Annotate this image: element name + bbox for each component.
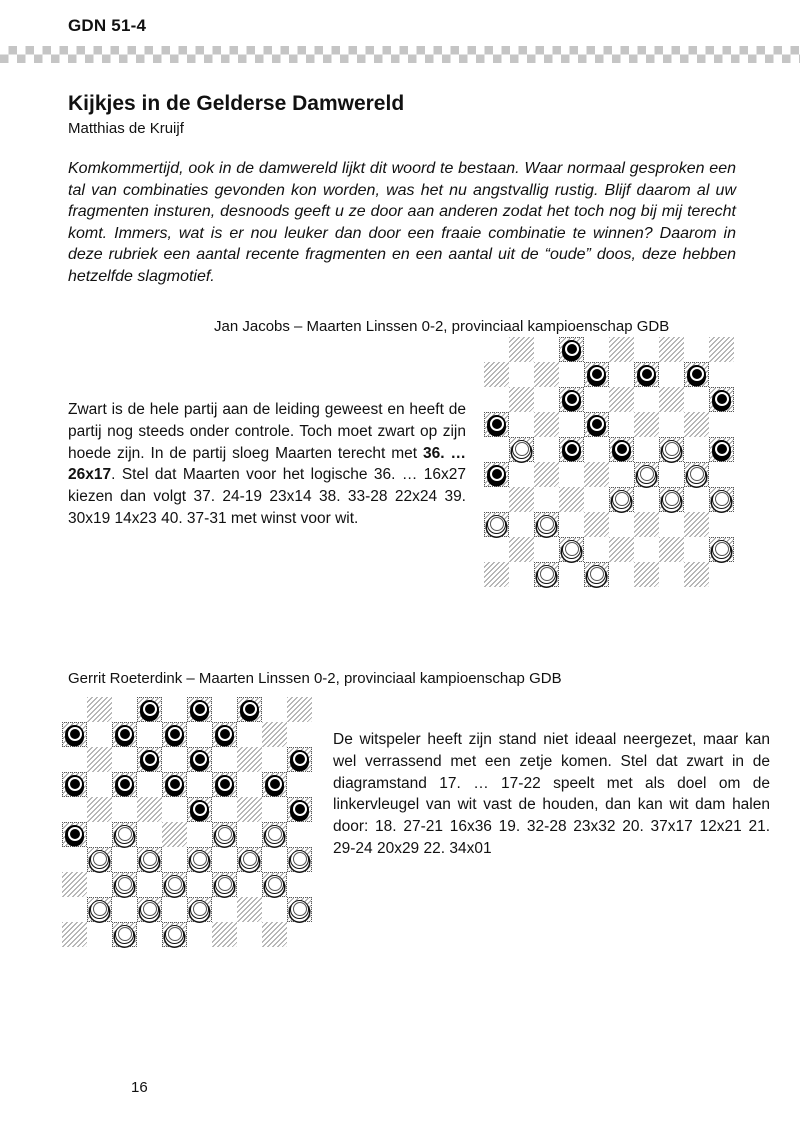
board-square	[62, 847, 87, 872]
board-square	[659, 462, 684, 487]
article-intro: Komkommertijd, ook in de damwereld lijkt dit woord te bestaan. Waar normaal gesproken een tal van combinaties gevonden kon worden, was het nu angstvallig rustig. Blijf daarom al uw fragmenten insturen, desnoods geeft u ze door aan anderen zodat het toch nog bij mij terecht komt. Immers, wat is er nou leuker dan door een fraaie combinatie te winnen? Daarom in deze rubriek een aantal recente fragmenten en een aantal uit de “oude” doos, deze hebben hetzelfde slagmotief.	[68, 160, 736, 285]
board-square	[287, 872, 312, 897]
white-piece	[587, 565, 606, 584]
board-square	[484, 337, 509, 362]
board-square	[509, 362, 534, 387]
white-piece	[612, 490, 631, 509]
board-square	[212, 797, 237, 822]
board-square	[709, 362, 734, 387]
board-square	[87, 797, 112, 822]
board-square	[162, 697, 187, 722]
white-piece	[115, 825, 134, 844]
board-square	[584, 562, 609, 587]
draughts-board-1	[484, 337, 734, 587]
board-square	[287, 722, 312, 747]
board-square	[684, 412, 709, 437]
board-square	[212, 822, 237, 847]
board-square	[137, 772, 162, 797]
board-square	[584, 362, 609, 387]
board-square	[162, 797, 187, 822]
board-square	[534, 337, 559, 362]
fragment2-text: De witspeler heeft zijn stand niet ideaal neergezet, maar kan wel verrassend met een zetje komen. Stel dat zwart in de diagramstand 17. … 17-22 speelt met als doel om de linkervleugel van wit vast de houden, dan kan wit dam halen door: 18. 27-21 16x36 19. 32-28 23x32 20. 37x17 12x21 21. 29-24 20x29 22. 34x01	[333, 731, 770, 857]
board-square	[237, 772, 262, 797]
board-square	[584, 337, 609, 362]
white-piece	[537, 515, 556, 534]
board-square	[559, 512, 584, 537]
board-square	[509, 387, 534, 412]
black-piece	[190, 800, 209, 819]
draughts-board-2	[62, 697, 312, 947]
board-square	[262, 697, 287, 722]
board-square	[112, 697, 137, 722]
board-square	[534, 487, 559, 512]
white-piece	[240, 850, 259, 869]
board-square	[212, 747, 237, 772]
page-header: GDN 51-4	[68, 16, 147, 35]
board-square	[87, 697, 112, 722]
board-square	[87, 847, 112, 872]
board-square	[187, 922, 212, 947]
board-square	[559, 462, 584, 487]
board-square	[212, 772, 237, 797]
board-square	[162, 872, 187, 897]
board-square	[237, 697, 262, 722]
board-square	[484, 412, 509, 437]
board-square	[87, 897, 112, 922]
white-piece	[562, 540, 581, 559]
white-piece	[90, 900, 109, 919]
white-piece	[687, 465, 706, 484]
board-square	[112, 772, 137, 797]
black-piece	[140, 750, 159, 769]
board-square	[212, 897, 237, 922]
board-square	[509, 512, 534, 537]
board-square	[187, 822, 212, 847]
board-square	[609, 337, 634, 362]
black-piece	[115, 775, 134, 794]
black-piece	[290, 750, 309, 769]
fragment2-caption: Gerrit Roeterdink – Maarten Linssen 0-2, provinciaal kampioenschap GDB	[68, 670, 562, 687]
board-square	[534, 537, 559, 562]
board-square	[287, 797, 312, 822]
black-piece	[65, 775, 84, 794]
board-square	[187, 697, 212, 722]
board-square	[137, 847, 162, 872]
board-square	[62, 747, 87, 772]
board-square	[137, 922, 162, 947]
board-square	[287, 847, 312, 872]
board-square	[559, 537, 584, 562]
white-piece	[215, 825, 234, 844]
board-square	[137, 872, 162, 897]
board-square	[237, 872, 262, 897]
board-square	[484, 437, 509, 462]
board-square	[634, 512, 659, 537]
white-piece	[165, 925, 184, 944]
board-square	[534, 362, 559, 387]
board-square	[584, 412, 609, 437]
board-square	[659, 412, 684, 437]
board-square	[659, 512, 684, 537]
board-square	[634, 462, 659, 487]
board-square	[237, 847, 262, 872]
board-square	[262, 747, 287, 772]
board-square	[684, 387, 709, 412]
board-square	[287, 747, 312, 772]
black-piece	[165, 725, 184, 744]
board-square	[559, 437, 584, 462]
board-square	[62, 697, 87, 722]
board-square	[62, 922, 87, 947]
board-square	[212, 872, 237, 897]
black-piece	[562, 440, 581, 459]
fragment1-text-start: Zwart is de hele partij aan de leiding geweest en heeft de partij nog steeds onder controle. Toch moet zwart op zijn hoede zijn. In de partij sloeg Maarten terecht met	[68, 401, 466, 462]
board-square	[659, 362, 684, 387]
board-square	[112, 747, 137, 772]
white-piece	[215, 875, 234, 894]
fragment1-bold-move: 36. … 26x17	[68, 444, 467, 484]
fragment1-text	[68, 399, 466, 530]
white-piece	[90, 850, 109, 869]
board-square	[534, 437, 559, 462]
board-square	[112, 797, 137, 822]
board-square	[559, 362, 584, 387]
board-square	[659, 487, 684, 512]
board-square	[684, 362, 709, 387]
white-piece	[537, 565, 556, 584]
board-square	[237, 922, 262, 947]
board-square	[609, 412, 634, 437]
board-square	[137, 822, 162, 847]
board-square	[709, 337, 734, 362]
board-square	[187, 747, 212, 772]
board-square	[484, 512, 509, 537]
board-square	[559, 387, 584, 412]
black-piece	[587, 415, 606, 434]
board-square	[262, 772, 287, 797]
black-piece	[65, 825, 84, 844]
board-square	[187, 722, 212, 747]
board-square	[509, 537, 534, 562]
board-square	[162, 847, 187, 872]
board-square	[509, 337, 534, 362]
board-square	[609, 512, 634, 537]
board-square	[162, 897, 187, 922]
black-piece	[215, 725, 234, 744]
board-square	[287, 897, 312, 922]
white-piece	[165, 875, 184, 894]
board-square	[137, 747, 162, 772]
board-square	[559, 487, 584, 512]
black-piece	[65, 725, 84, 744]
board-square	[112, 922, 137, 947]
board-square	[609, 387, 634, 412]
white-piece	[712, 490, 731, 509]
white-piece	[115, 875, 134, 894]
white-piece	[265, 825, 284, 844]
board-square	[112, 872, 137, 897]
board-square	[509, 487, 534, 512]
board-square	[559, 562, 584, 587]
black-piece	[712, 440, 731, 459]
fragment1-caption: Jan Jacobs – Maarten Linssen 0-2, provinciaal kampioenschap GDB	[214, 318, 670, 335]
board-square	[709, 512, 734, 537]
board-square	[584, 487, 609, 512]
black-piece	[190, 700, 209, 719]
white-piece	[140, 850, 159, 869]
board-square	[659, 562, 684, 587]
board-square	[62, 897, 87, 922]
board-square	[534, 512, 559, 537]
page-number: 16	[131, 1079, 148, 1096]
board-square	[212, 922, 237, 947]
board-square	[212, 847, 237, 872]
black-piece	[487, 415, 506, 434]
board-square	[484, 462, 509, 487]
board-square	[484, 562, 509, 587]
board-square	[262, 722, 287, 747]
board-square	[509, 437, 534, 462]
black-piece	[140, 700, 159, 719]
board-square	[262, 872, 287, 897]
board-square	[287, 822, 312, 847]
board-square	[87, 747, 112, 772]
black-piece	[637, 365, 656, 384]
article-author: Matthias de Kruijf	[68, 120, 184, 137]
board-square	[634, 387, 659, 412]
board-square	[684, 437, 709, 462]
board-square	[609, 462, 634, 487]
board-square	[287, 697, 312, 722]
checker-band-decoration	[0, 46, 800, 63]
white-piece	[662, 440, 681, 459]
board-square	[709, 387, 734, 412]
white-piece	[712, 540, 731, 559]
board-square	[262, 922, 287, 947]
board-square	[237, 822, 262, 847]
board-square	[484, 387, 509, 412]
board-square	[534, 462, 559, 487]
board-square	[634, 562, 659, 587]
board-square	[584, 387, 609, 412]
board-square	[684, 512, 709, 537]
board-square	[534, 562, 559, 587]
board-square	[634, 362, 659, 387]
white-piece	[290, 900, 309, 919]
board-square	[137, 697, 162, 722]
board-square	[112, 847, 137, 872]
black-piece	[265, 775, 284, 794]
white-piece	[662, 490, 681, 509]
board-square	[162, 772, 187, 797]
white-piece	[265, 875, 284, 894]
board-square	[262, 847, 287, 872]
board-square	[162, 922, 187, 947]
board-square	[62, 797, 87, 822]
board-square	[684, 337, 709, 362]
black-piece	[190, 750, 209, 769]
black-piece	[290, 800, 309, 819]
board-square	[634, 487, 659, 512]
board-square	[112, 897, 137, 922]
board-square	[609, 362, 634, 387]
board-square	[584, 512, 609, 537]
board-square	[87, 722, 112, 747]
board-square	[484, 537, 509, 562]
board-square	[484, 487, 509, 512]
board-square	[187, 872, 212, 897]
board-square	[162, 722, 187, 747]
board-square	[484, 362, 509, 387]
black-piece	[587, 365, 606, 384]
board-square	[659, 437, 684, 462]
board-square	[609, 487, 634, 512]
black-piece	[215, 775, 234, 794]
board-square	[609, 537, 634, 562]
board-square	[237, 747, 262, 772]
black-piece	[687, 365, 706, 384]
board-square	[709, 562, 734, 587]
board-square	[87, 872, 112, 897]
board-square	[584, 437, 609, 462]
board-square	[262, 797, 287, 822]
board-square	[634, 437, 659, 462]
board-square	[62, 822, 87, 847]
board-square	[634, 412, 659, 437]
white-piece	[637, 465, 656, 484]
board-square	[162, 747, 187, 772]
board-square	[212, 722, 237, 747]
board-square	[62, 722, 87, 747]
board-square	[62, 872, 87, 897]
board-square	[584, 537, 609, 562]
board-square	[187, 772, 212, 797]
board-square	[509, 462, 534, 487]
board-square	[584, 462, 609, 487]
board-square	[609, 437, 634, 462]
board-square	[509, 562, 534, 587]
board-square	[87, 772, 112, 797]
white-piece	[140, 900, 159, 919]
board-square	[137, 897, 162, 922]
black-piece	[562, 390, 581, 409]
board-square	[237, 897, 262, 922]
board-square	[112, 822, 137, 847]
board-square	[684, 462, 709, 487]
board-square	[287, 772, 312, 797]
board-square	[112, 722, 137, 747]
board-square	[709, 437, 734, 462]
board-square	[137, 722, 162, 747]
white-piece	[512, 440, 531, 459]
board-square	[187, 847, 212, 872]
board-square	[709, 487, 734, 512]
board-square	[262, 822, 287, 847]
board-square	[287, 922, 312, 947]
board-square	[684, 537, 709, 562]
black-piece	[165, 775, 184, 794]
board-square	[534, 412, 559, 437]
board-square	[684, 487, 709, 512]
board-square	[87, 822, 112, 847]
article-title: Kijkjes in de Gelderse Damwereld	[68, 92, 405, 115]
fragment1-text-end: . Stel dat Maarten voor het logische 36. … 16x27 kiezen dan volgt 37. 24-19 23x14 38. 33-28 22x24 39. 30x19 14x23 40. 37-31 met winst voor wit.	[68, 466, 466, 527]
board-square	[709, 537, 734, 562]
black-piece	[487, 465, 506, 484]
board-square	[609, 562, 634, 587]
board-square	[62, 772, 87, 797]
black-piece	[562, 340, 581, 359]
white-piece	[290, 850, 309, 869]
board-square	[262, 897, 287, 922]
board-square	[659, 337, 684, 362]
board-square	[237, 722, 262, 747]
black-piece	[612, 440, 631, 459]
white-piece	[190, 850, 209, 869]
board-square	[87, 922, 112, 947]
white-piece	[487, 515, 506, 534]
board-square	[659, 387, 684, 412]
board-square	[509, 412, 534, 437]
black-piece	[712, 390, 731, 409]
black-piece	[240, 700, 259, 719]
board-square	[634, 337, 659, 362]
board-square	[684, 562, 709, 587]
board-square	[187, 897, 212, 922]
board-square	[237, 797, 262, 822]
board-square	[187, 797, 212, 822]
black-piece	[115, 725, 134, 744]
board-square	[559, 412, 584, 437]
board-square	[559, 337, 584, 362]
board-square	[137, 797, 162, 822]
board-square	[709, 462, 734, 487]
board-square	[634, 537, 659, 562]
board-square	[709, 412, 734, 437]
white-piece	[115, 925, 134, 944]
board-square	[659, 537, 684, 562]
board-square	[534, 387, 559, 412]
board-square	[212, 697, 237, 722]
white-piece	[190, 900, 209, 919]
board-square	[162, 822, 187, 847]
